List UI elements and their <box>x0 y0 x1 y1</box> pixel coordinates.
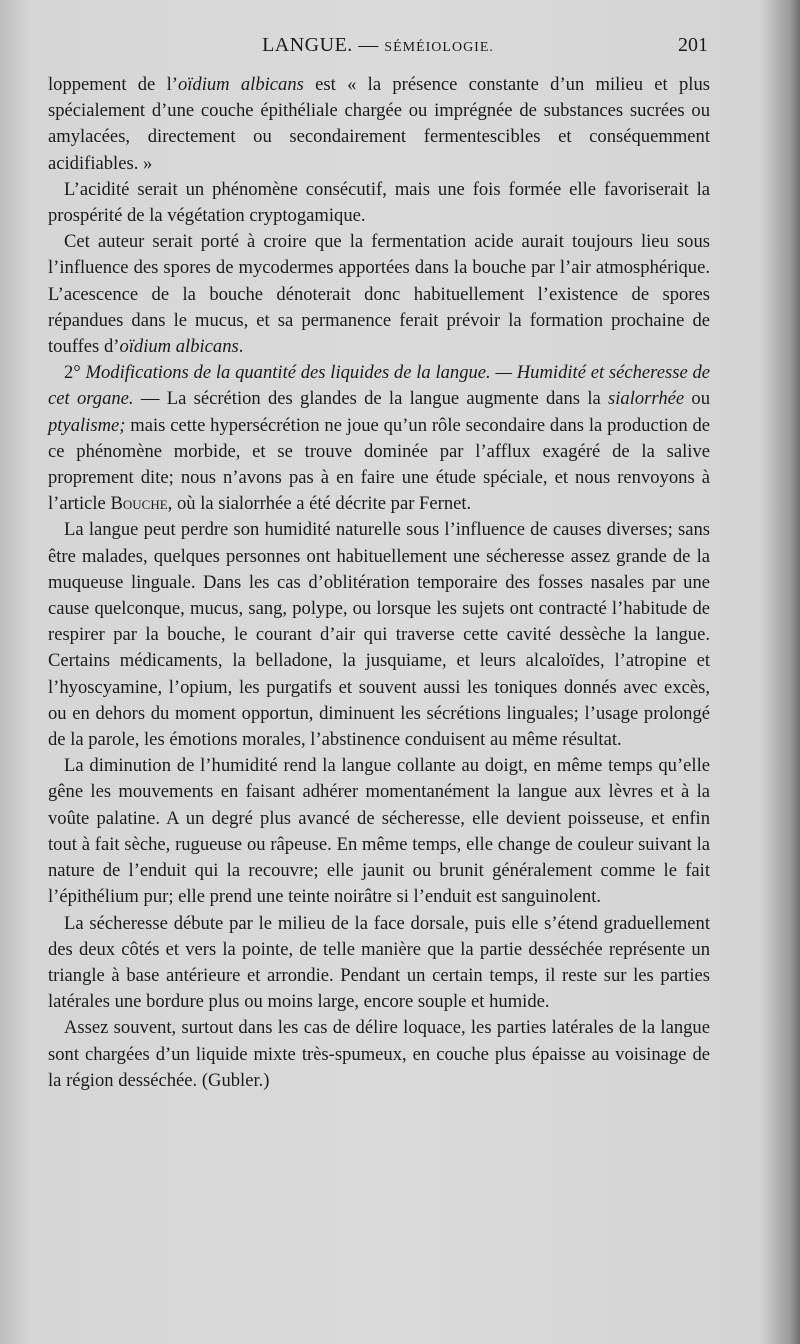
paragraph-1-text-end: est « la présence constante d’un milieu et plus spécialement d’une couche épithéliale chargée ou imprégnée de substances sucrées ou amylacées, directement ou secondairement fermentescibles et conséquemment acidifiables. » <box>48 74 710 174</box>
paragraph-1-italic: oïdium albicans <box>177 74 304 95</box>
paragraph-1 <box>48 72 710 177</box>
paragraph-2: L’acidité serait un phénomène consécutif, mais une fois formée elle favoriserait la prospérité de la végétation cryptogamique. <box>48 178 710 227</box>
paragraph-3-text-end: . <box>238 336 244 358</box>
running-title: LANGUE. <box>262 34 353 56</box>
section-heading-italic: Modifications de la quantité des liquides de la langue. — Humidité et sécheresse de cet organe. <box>48 362 710 410</box>
running-subtitle: SÉMÉIOLOGIE. <box>384 40 494 55</box>
page-number: 201 <box>678 34 708 56</box>
article-reference-bouche: Bouche <box>110 493 168 515</box>
page-header <box>48 34 708 60</box>
paragraph-4 <box>48 360 710 517</box>
paragraph-4-text-end: , où la sialorrhée a été décrite par Fernet. <box>167 493 472 515</box>
paragraph-8: Assez souvent, surtout dans les cas de délire loquace, les parties latérales de la langue sont chargées d’un liquide mixte très-spumeux, en couche plus épaisse au voisinage de la région desséchée. (Gubler.) <box>48 1017 710 1091</box>
paragraph-4-number: 2° <box>64 362 86 384</box>
paragraph-5: La langue peut perdre son humidité naturelle sous l’influence de causes diverses; sans être malades, quelques personnes ont habituellement une sécheresse assez grande de la muqueuse linguale. Dans les cas d’oblitération temporaire des fosses nasales par une cause quelconque, mucus, sang, polype, ou lorsque les sujets ont contracté l’habitude de respirer par la bouche, le courant d’air qui traverse cette cavité dessèche la langue. Certains médicaments, la belladone, la jusquiame, et leurs alcaloïdes, l’atropine et l’hyoscyamine, l’opium, les purgatifs et souvent aussi les toniques donnés avec excès, ou en dehors du moment opportun, diminuent les sécrétions linguales; l’usage prolongé de la parole, les émotions morales, l’abstinence conduisent au même résultat. <box>48 519 710 751</box>
paragraph-7: La sécheresse débute par le milieu de la face dorsale, puis elle s’étend graduellement des deux côtés et vers la pointe, de telle manière que la partie desséchée représente un triangle à base antérieure et arrondie. Pendant un certain temps, il reste sur les parties latérales une bordure plus ou moins large, encore souple et humide. <box>48 912 710 1013</box>
paragraph-4-text-2: mais cette hypersécrétion ne joue qu’un rôle secondaire dans la production de ce phénomène morbide, et se trouve dominée par l’afflux exagéré de la salive proprement dite; nous n’avons pas à en faire une étude spéciale, et nous renvoyons à l’article <box>48 414 710 515</box>
running-head <box>48 34 708 57</box>
paragraph-4-text: — La sécrétion des glandes de la langue augmente dans la <box>133 388 609 410</box>
paragraph-1-text: loppement de l’ <box>48 74 178 95</box>
page-body <box>48 72 710 1094</box>
paragraph-6: La diminution de l’humidité rend la langue collante au doigt, en même temps qu’elle gêne les mouvements en faisant adhérer momentanément la langue aux lèvres et à la voûte palatine. A un degré plus avancé de sécheresse, elle devient poisseuse, et enfin tout à fait sèche, rugueuse ou râpeuse. En même temps, elle change de couleur suivant la nature de l’enduit qui la recouvre; elle jaunit ou brunit généralement comme le fait l’épithélium pur; elle prend une teinte noirâtre si l’enduit est sanguinolent. <box>48 755 710 908</box>
paragraph-3-italic: oïdium albicans <box>119 336 239 358</box>
paragraph-3-text: Cet auteur serait porté à croire que la fermentation acide aurait toujours lieu sous l’influence des spores de mycodermes apportées dans la bouche par l’air atmosphérique. L’acescence de la bouche dénoterait donc habituellement l’existence de spores répandues dans le mucus, et sa permanence ferait prévoir la formation prochaine de touffes d’ <box>48 231 710 358</box>
paragraph-3 <box>48 229 710 360</box>
term-ptyalisme: ptyalisme; <box>48 414 126 436</box>
running-head-separator: — <box>352 34 385 56</box>
paragraph-4-text-ou: ou <box>684 388 710 410</box>
term-sialorrhee: sialorrhée <box>608 388 685 410</box>
